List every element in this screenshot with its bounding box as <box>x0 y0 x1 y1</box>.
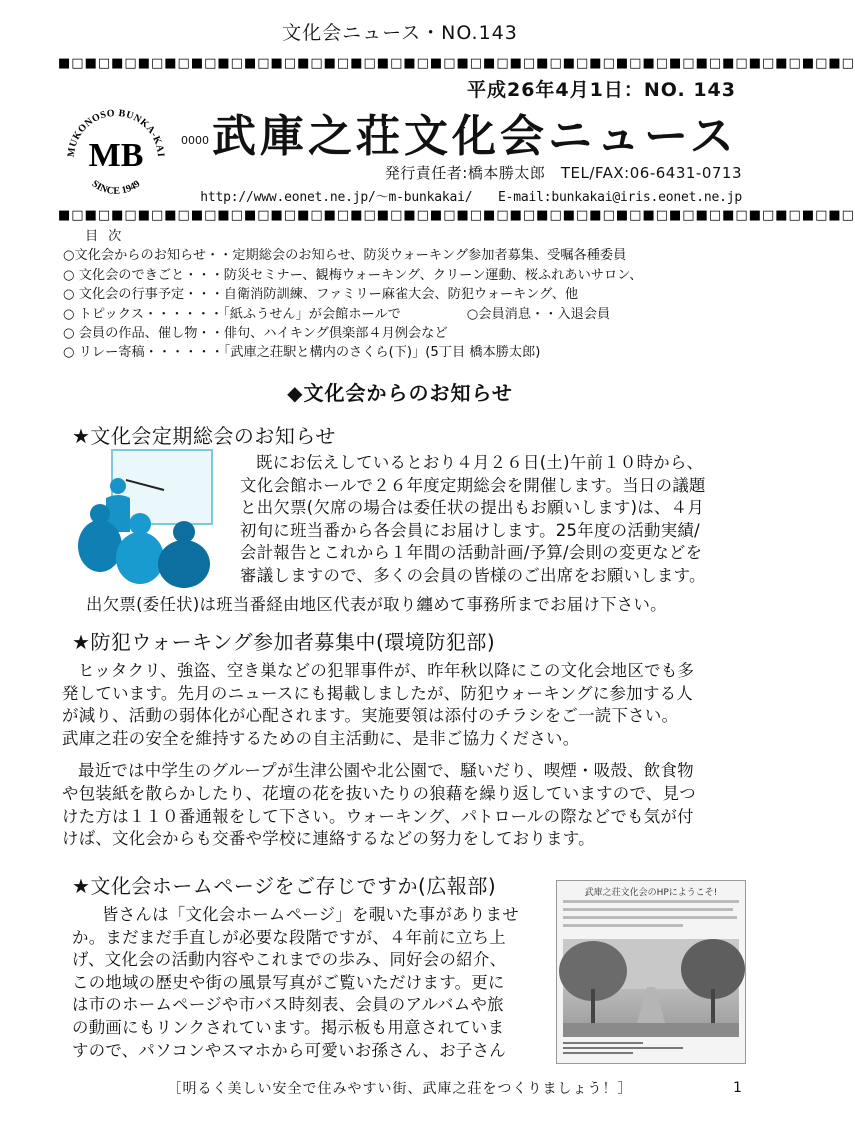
homepage-screenshot <box>556 880 746 1064</box>
toc-item: ○ 文化会の行事予定・・・自衛消防訓練、ファミリー麻雀大会、防犯ウォーキング、他 <box>63 287 579 303</box>
article-title: ★防犯ウォーキング参加者募集中(環境防犯部) <box>72 630 496 654</box>
logo-ring-text: MUKONOSO BUNKA-KAI <box>65 107 167 158</box>
body-line: げ、文化会の活動内容やこれまでの歩み、同好会の紹介、 <box>72 950 507 970</box>
decorative-divider: ■□■□■□■□■□■□■□■□■□■□■□■□■□■□■□■□■□■□■□■□■□■□■□■□■□■□■□■□■□■□ <box>58 56 855 71</box>
article-body <box>62 660 752 851</box>
body-line: この地域の歴史や街の風景写真がご覧いただけます。更に <box>72 972 505 992</box>
toc-item: ○ リレー寄稿・・・・・・「武庫之荘駅と構内のさくら(下)」(5丁目 橋本勝太郎) <box>63 345 541 361</box>
article-title: ★文化会定期総会のお知らせ <box>72 424 336 448</box>
screenshot-footer <box>563 1041 683 1059</box>
body-line: ヒッタクリ、強盗、空き巣などの犯罪事件が、昨年秋以降にこの文化会地区でも多 <box>78 661 695 680</box>
tree-lined-street-icon <box>563 939 739 1037</box>
toc-item: ○ トピックス・・・・・・「紙ふうせん」が会館ホールで ○会員消息・・入退会員 <box>63 306 611 322</box>
editor-contact: 発行責任者:橋本勝太郎 TEL/FAX:06-6431-0713 <box>384 164 742 182</box>
page-number: 1 <box>733 1080 742 1096</box>
logo-since: SINCE 1949 <box>89 178 143 197</box>
decorative-divider-2: ■□■□■□■□■□■□■□■□■□■□■□■□■□■□■□■□■□■□■□■□■□■□■□■□■□■□■□■□■□■□ <box>58 208 855 223</box>
article-body <box>240 452 740 588</box>
body-line: 武庫之荘の安全を維持するための自主活動に、是非ご協力ください。 <box>62 728 580 748</box>
screenshot-text-lines <box>563 898 739 936</box>
body-line: 初旬に班当番から各会員にお届けします。25年度の活動実績/ <box>240 520 700 540</box>
screenshot-title: 武庫之荘文化会のHPにようこそ! <box>584 888 718 898</box>
svg-text:SINCE 1949 <box>90 178 143 196</box>
presentation-meeting-illustration <box>72 446 218 586</box>
body-line: と出欠票(欠席の場合は委任状の提出もお願いします)は、４月 <box>240 498 705 518</box>
web-and-email: http://www.eonet.ne.jp/～m-bunkakai/ E-mail:bunkakai@iris.eonet.ne.jp <box>200 190 742 205</box>
section-heading: ◆文化会からのお知らせ <box>287 381 513 405</box>
toc-item: ○文化会からのお知らせ・・定期総会のお知らせ、防災ウォーキング参加者募集、受嘱各種委員 <box>63 248 627 264</box>
body-line: すので、パソコンやスマホから可愛いお孫さん、お子さん <box>72 1040 506 1060</box>
body-line: 発しています。先月のニュースにも掲載しましたが、防犯ウォーキングに参加する人 <box>62 683 693 703</box>
newsletter-topline: 文化会ニュース・NO.143 <box>282 22 518 44</box>
toc-item: ○ 会員の作品、催し物・・俳句、ハイキング倶楽部４月例会など <box>63 326 448 342</box>
screenshot-text-block <box>563 898 739 939</box>
body-line: 会計報告とこれから１年間の活動計画/予算/会則の変更などを <box>240 543 703 563</box>
body-line: けば、文化会からも交番や学校に連絡するなどの努力をしております。 <box>62 829 595 849</box>
body-line: 出欠票(委任状)は班当番経由地区代表が取り纏めて事務所までお届け下さい。 <box>86 595 667 614</box>
logo-mb: MB <box>88 137 144 174</box>
body-line: か。まだまだ手直しが必要な段階ですが、４年前に立ち上 <box>72 927 506 947</box>
body-line: 既にお伝えしているとおり４月２６日(土)午前１０時から、 <box>256 453 704 472</box>
toc-item: ○ 文化会のできごと・・・防災セミナー、観梅ウォーキング、クリーン運動、桜ふれあいサロン、 <box>63 267 643 283</box>
issue-date: 平成26年4月1日：NO. 143 <box>466 79 736 101</box>
body-line: は市のホームページや市バス時刻表、会員のアルバムや旅 <box>72 995 504 1015</box>
body-line: けた方は１１０番通報をして下さい。ウォーキング、パトロールの際などでも気が付 <box>62 806 694 826</box>
body-line: 審議しますので、多くの会員の皆様のご出席をお願いします。 <box>240 565 706 585</box>
body-line: 文化会館ホールで２６年度定期総会を開催します。当日の議題 <box>240 475 706 495</box>
table-of-contents <box>63 227 703 363</box>
body-line: の動画にもリンクされています。掲示板も用意されていま <box>72 1017 505 1037</box>
club-logo <box>60 98 172 210</box>
body-line: 皆さんは「文化会ホームページ」を覗いた事がありませ <box>102 905 519 924</box>
article-body <box>72 904 550 1062</box>
logo-code: 0000 <box>181 134 209 147</box>
body-line: 最近では中学生のグループが生津公園や北公園で、騒いだり、喫煙・吸殻、飲食物 <box>78 761 694 781</box>
article-title: ★文化会ホームページをご存じですか(広報部) <box>72 874 497 898</box>
street-photo <box>563 939 739 1037</box>
toc-title: 目次 <box>85 229 132 244</box>
masthead-title: 武庫之荘文化会ニュース <box>212 111 738 162</box>
footer-slogan: ［明るく美しい安全で住みやすい街、武庫之荘をつくりましょう！］ <box>167 1081 633 1097</box>
body-line: が減り、活動の弱体化が心配されます。実施要領は添付のチラシをご一読下さい。 <box>62 706 679 726</box>
body-line: や包装紙を散らかしたり、花壇の花を抜いたりの狼藉を繰り返していますので、見つ <box>62 783 696 803</box>
screenshot-footer-lines <box>563 1041 683 1057</box>
